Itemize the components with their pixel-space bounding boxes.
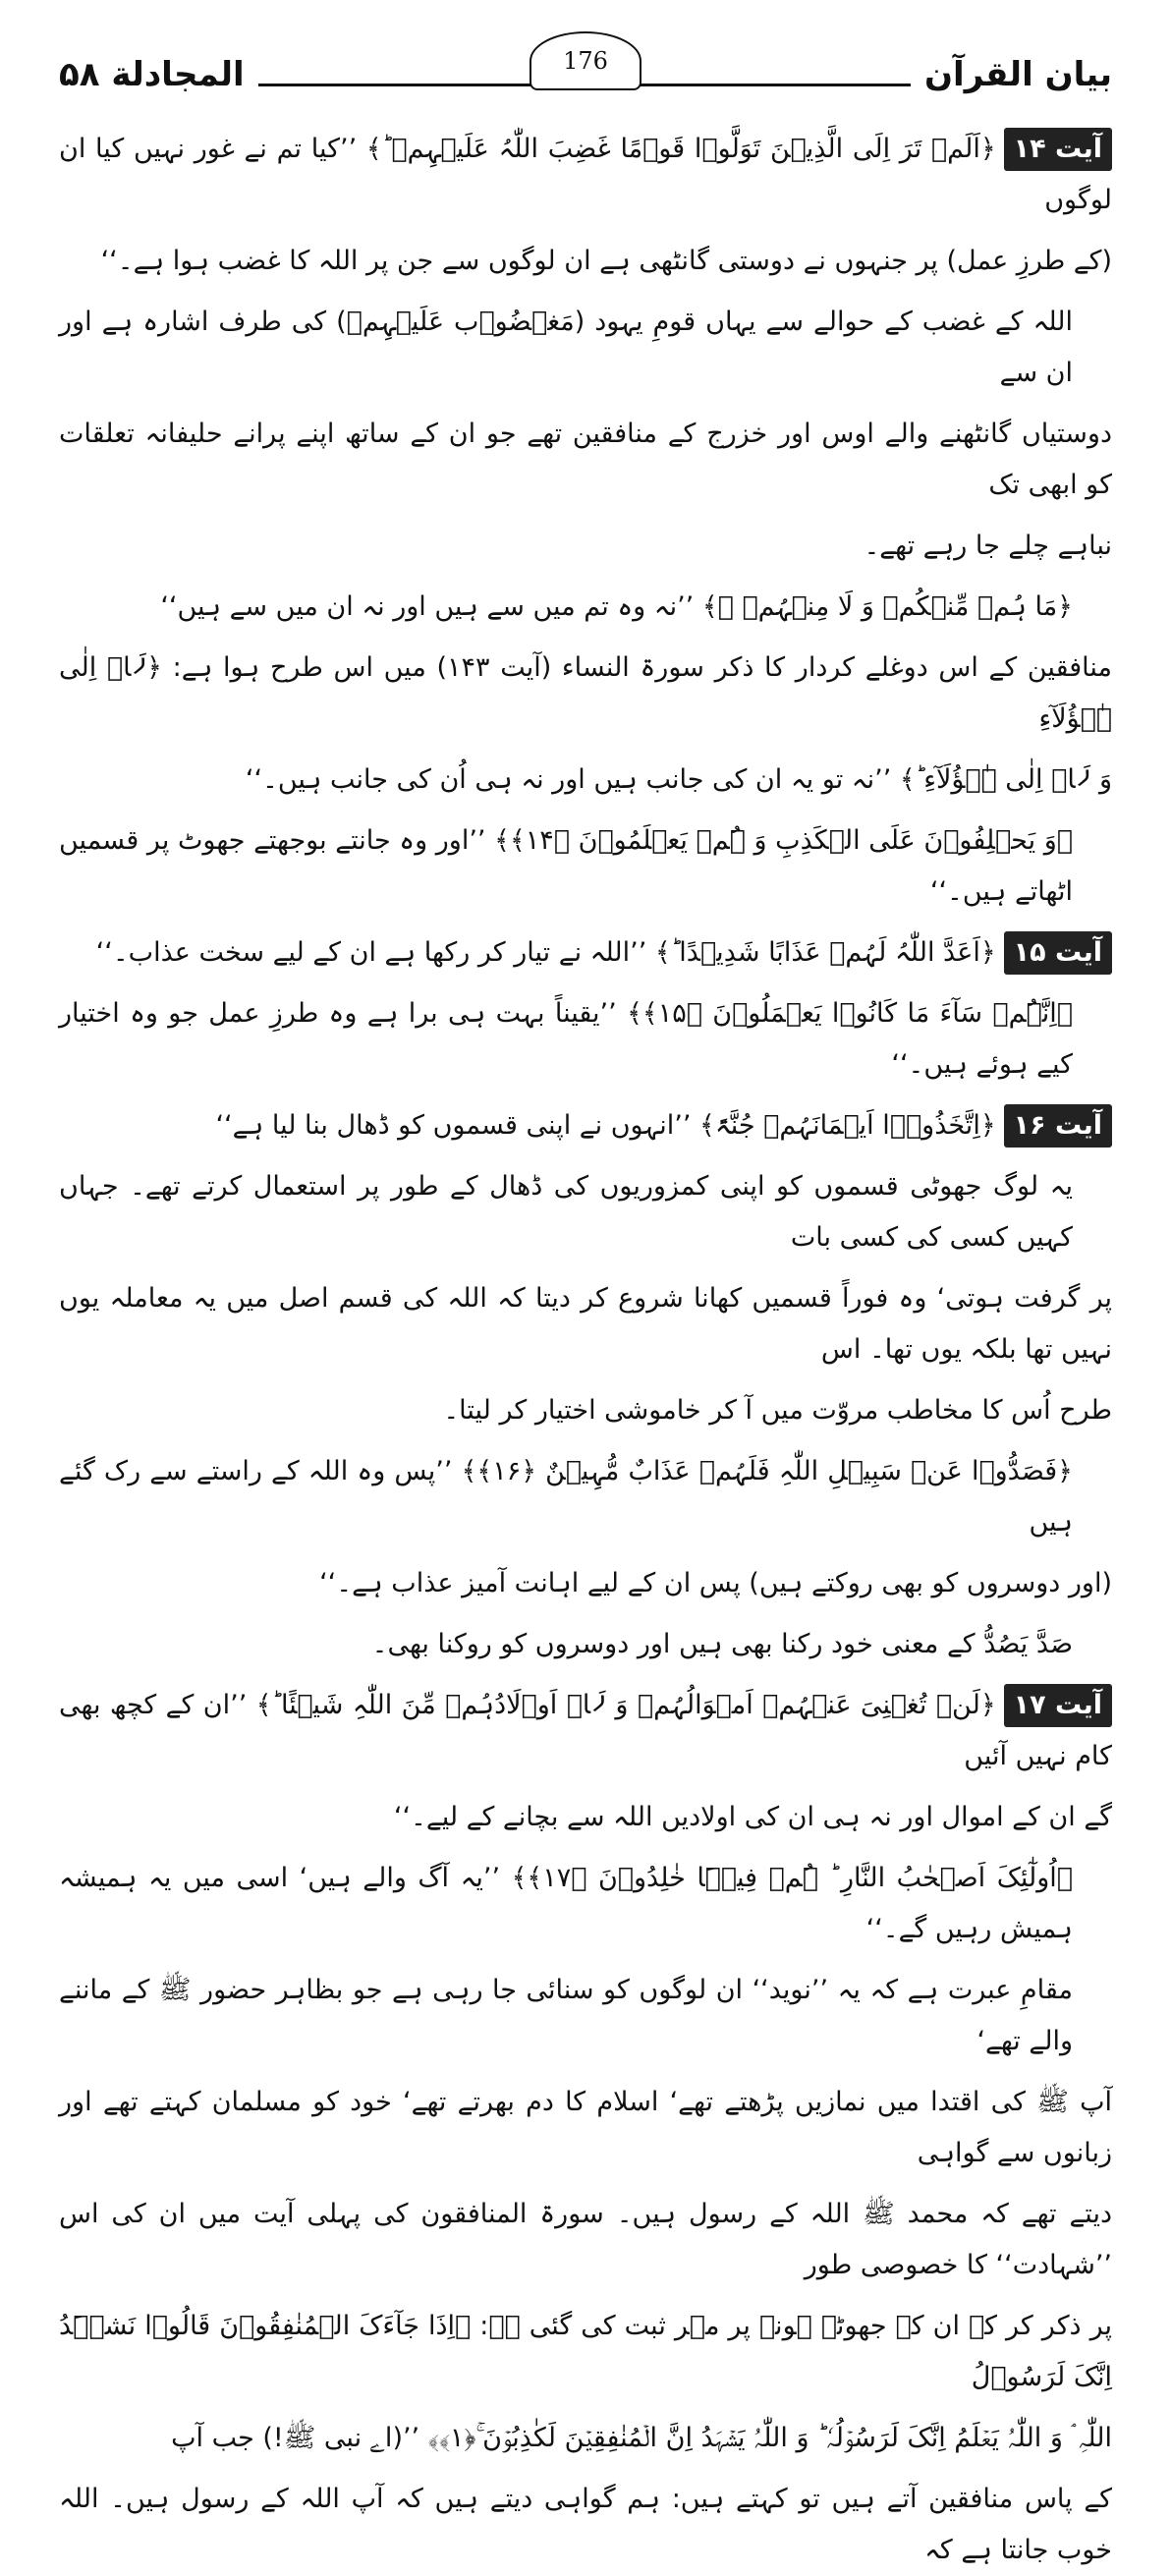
line-text: نباہے چلے جا رہے تھے۔ [864,531,1112,561]
line-text: (اور دوسروں کو بھی روکتے ہیں) پس ان کے لیے اہانت آمیز عذاب ہے۔‘‘ [319,1568,1112,1598]
text-line [59,1965,1112,2067]
line-text: دیتے تھے کہ محمد ﷺ اللہ کے رسول ہیں۔ سورۃ المنافقون کی پہلی آیت میں ان کی اس ’’شہادت‘‘ کا خصوصی طور [59,2199,1112,2280]
text-line [59,755,1112,806]
line-text: یہ لوگ جھوٹی قسموں کو اپنی کمزوریوں کی ڈھال کے طور پر استعمال کرتے تھے۔ جہاں کہیں کسی کی کسی بات [59,1171,1073,1253]
line-text: دوستیاں گانٹھنے والے اوس اور خزرج کے منافقین تھے جو ان کے ساتھ اپنے پرانے حلیفانہ تعلقات کو ابھی تک [59,419,1112,500]
page-number: 176 [530,31,641,90]
text-line [59,1558,1112,1609]
line-text: کے پاس منافقین آتے ہیں تو کہتے ہیں: ہم گواہی دیتے ہیں کہ آپ اللہ کے رسول ہیں۔ اللہ خوب جانتا ہے کہ [59,2484,1112,2565]
line-text: ﴿اُولٰٓئِکَ اَصۡحٰبُ النَّارِ ؕ ہُمۡ فِیۡہَا خٰلِدُوۡنَ ﴿۱۷﴾﴾ ’’یہ آگ والے ہیں‘ اسی میں یہ ہمیشہ ہمیش رہیں گے۔‘‘ [59,1863,1073,1944]
text-line [59,582,1112,633]
line-text: منافقین کے اس دوغلے کردار کا ذکر سورۃ النساء (آیت ۱۴۳) میں اس طرح ہوا ہے: ﴿لَاۤ اِلٰی ہٰۤؤُلَآءِ [59,652,1112,734]
text-line [59,521,1112,572]
text-line [59,1161,1112,1263]
text-line [59,124,1112,226]
line-text: اللہ کے غضب کے حوالے سے یہاں قومِ یہود (مَغۡضُوۡب عَلَیۡہِمۡ) کی طرف اشارہ ہے اور ان سے [59,307,1073,388]
line-text: ﴿مَا ہُمۡ مِّنۡکُمۡ وَ لَا مِنۡہُمۡ ۙ﴾ ’’نہ وہ تم میں سے ہیں اور نہ ان میں سے ہیں‘‘ [160,591,1073,622]
surah-title: المجادلة ۵۸ [59,55,245,94]
text-line [59,297,1112,399]
text-line [59,1385,1112,1436]
line-text: گے ان کے اموال اور نہ ہی ان کی اولادیں اللہ سے بچانے کے لیے۔‘‘ [393,1802,1112,1832]
book-title: بیان القرآن [924,55,1112,94]
page-body [59,124,1112,2576]
text-line [59,1792,1112,1843]
text-line [59,2077,1112,2179]
ayah-number-badge: آیت ۱۷ [1004,1684,1112,1727]
text-line [59,2413,1112,2464]
text-line [59,2301,1112,2403]
text-line [59,1100,1112,1151]
text-line [59,1680,1112,1782]
line-text: مقامِ عبرت ہے کہ یہ ’’نوید‘‘ ان لوگوں کو سنائی جا رہی ہے جو بظاہر حضور ﷺ کے ماننے والے تھے‘ [59,1975,1073,2056]
line-text: آپ ﷺ کی اقتدا میں نمازیں پڑھتے تھے‘ اسلام کا دم بھرتے تھے‘ خود کو مسلمان کہتے تھے اور زبانوں سے گواہی [59,2087,1112,2168]
text-line [59,409,1112,511]
text-line [59,927,1112,979]
line-text: ﴿وَ یَحۡلِفُوۡنَ عَلَی الۡکَذِبِ وَ ہُمۡ یَعۡلَمُوۡنَ ﴿۱۴﴾﴾ ’’اور وہ جانتے بوجھتے جھوٹ پر قسمیں اٹھاتے ہیں۔‘‘ [59,825,1073,907]
text-line [59,815,1112,918]
ayah-number-badge: آیت ۱۶ [1004,1104,1112,1148]
text-line [59,2474,1112,2576]
text-line [59,1619,1112,1670]
page-header [59,39,1112,110]
line-text: ﴿اِنَّہُمۡ سَآءَ مَا کَانُوۡا یَعۡمَلُوۡنَ ﴿۱۵﴾﴾ ’’یقیناً بہت ہی برا ہے وہ طرزِ عمل جو وہ اختیار کیے ہوئے ہیں۔‘‘ [59,998,1073,1080]
text-line [59,1446,1112,1548]
text-line [59,236,1112,287]
text-line [59,643,1112,745]
line-text: وَ لَاۤ اِلٰی ہٰۤؤُلَآءِ ؕ﴾ ’’نہ تو یہ ان کی جانب ہیں اور نہ ہی اُن کی جانب ہیں۔‘‘ [245,764,1112,795]
text-line [59,1273,1112,1375]
line-text: ﴿اَعَدَّ اللّٰہُ لَہُمۡ عَذَابًا شَدِیۡدًا ؕ﴾ ’’اللہ نے تیار کر رکھا ہے ان کے لیے سخت عذاب۔‘‘ [95,937,996,968]
text-line [59,1853,1112,1955]
line-text: طرح اُس کا مخاطب مروّت میں آ کر خاموشی اختیار کر لیتا۔ [443,1395,1112,1426]
line-text: ﴿اِتَّخَذُوۡۤا اَیۡمَانَہُمۡ جُنَّۃً﴾ ’’انہوں نے اپنی قسموں کو ڈھال بنا لیا ہے‘‘ [215,1110,996,1141]
line-text: ﴿اَلَمۡ تَرَ اِلَی الَّذِیۡنَ تَوَلَّوۡا قَوۡمًا غَضِبَ اللّٰہُ عَلَیۡہِمۡ ؕ﴾ ’’کیا تم نے غور نہیں کیا ان لوگوں [59,134,1112,215]
line-text: ﴿لَنۡ تُغۡنِیَ عَنۡہُمۡ اَمۡوَالُہُمۡ وَ لَاۤ اَوۡلَادُہُمۡ مِّنَ اللّٰہِ شَیۡئًا ؕ﴾ ’’ان کے کچھ بھی کام نہیں آئیں [59,1690,1112,1771]
text-line [59,2189,1112,2291]
text-line [59,988,1112,1091]
line-text: پر گرفت ہوتی‘ وہ فوراً قسمیں کھانا شروع کر دیتا کہ اللہ کی قسم اصل میں یہ معاملہ یوں نہیں تھا بلکہ یوں تھا۔ اس [59,1283,1112,1365]
ayah-number-badge: آیت ۱۵ [1004,931,1112,975]
line-text: ﴿فَصَدُّوۡا عَنۡ سَبِیۡلِ اللّٰہِ فَلَہُمۡ عَذَابٌ مُّہِیۡنٌ ﴿۱۶﴾﴾ ’’پس وہ اللہ کے راستے سے رک گئے ہیں [59,1456,1073,1538]
line-text: (کے طرزِ عمل) پر جنہوں نے دوستی گانٹھی ہے ان لوگوں سے جن پر اللہ کا غضب ہوا ہے۔‘‘ [100,246,1112,276]
line-text: پر ذکر کر کے ان کے جھوٹے ہونے پر مہر ثبت کی گئی ہے: ﴿اِذَا جَآءَکَ الۡمُنٰفِقُوۡنَ قَالُوۡا نَشۡہَدُ اِنَّکَ لَرَسُوۡلُ [59,2311,1112,2392]
ayah-number-badge: آیت ۱۴ [1004,128,1112,171]
line-text: اللّٰہِ ۘ وَ اللّٰہُ یَعۡلَمُ اِنَّکَ لَرَسُوۡلُہٗ ؕ وَ اللّٰہُ یَشۡہَدُ اِنَّ الۡمُنٰفِقِیۡنَ لَکٰذِبُوۡنَ ۚ﴿۱﴾﴾ ’’(اے نبی ﷺ!) جب آپ [171,2423,1112,2453]
line-text: صَدَّ یَصُدُّ کے معنی خود رکنا بھی ہیں اور دوسروں کو روکنا بھی۔ [371,1629,1073,1659]
